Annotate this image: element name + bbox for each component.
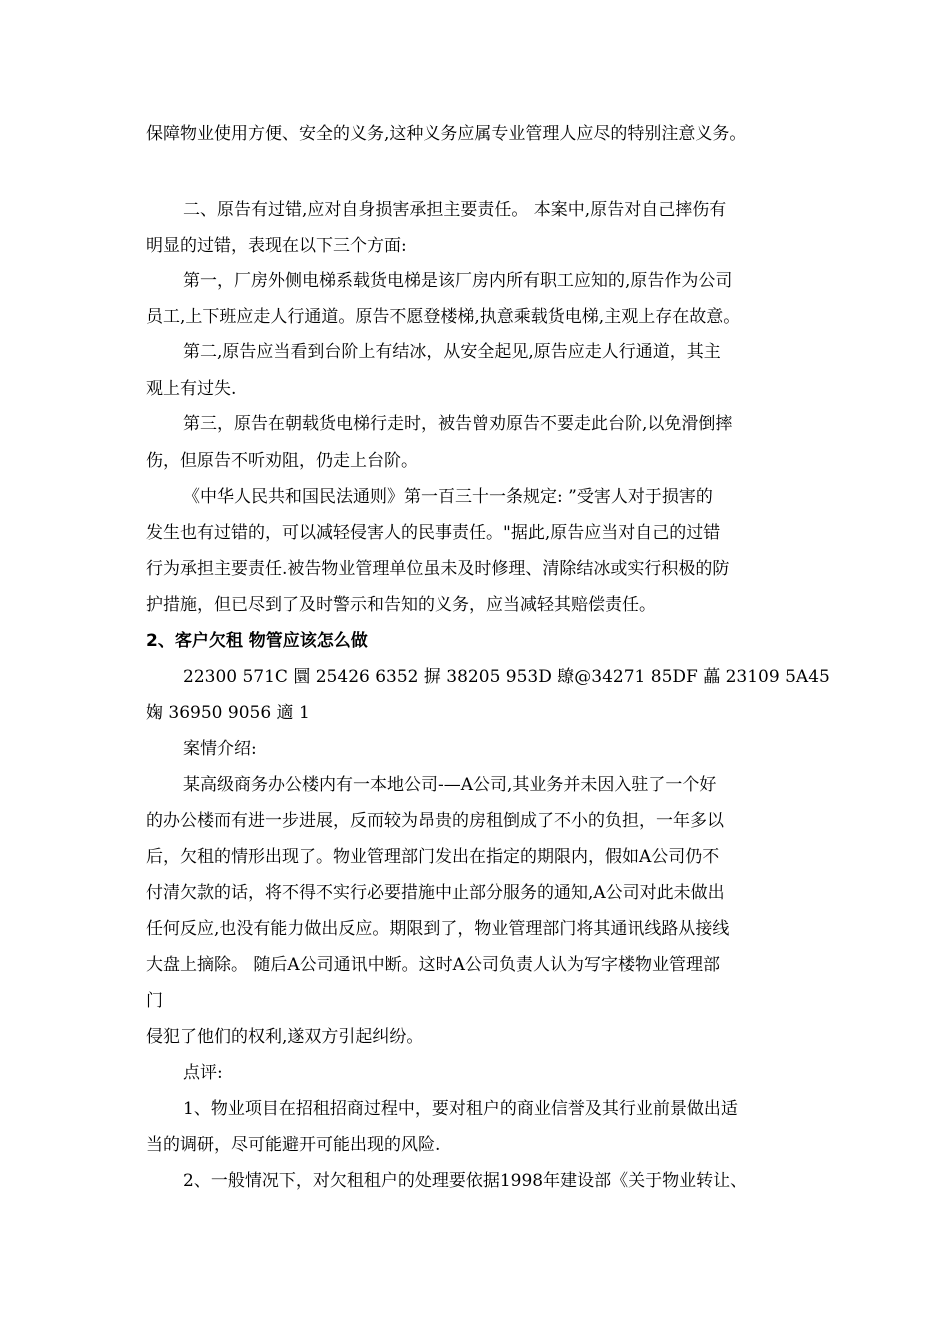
code-line: 婅 36950 9056 適 1 <box>146 703 310 723</box>
paragraph-line: 第一，厂房外侧电梯系载货电梯是该厂房内所有职工应知的,原告作为公司 <box>183 271 733 291</box>
paragraph-line: 任何反应,也没有能力做出反应。期限到了，物业管理部门将其通讯线路从接线 <box>146 919 730 939</box>
paragraph-line: 第二,原告应当看到台阶上有结冰，从安全起见,原告应走人行通道，其主 <box>183 342 721 362</box>
paragraph-line: 的办公楼而有进一步进展，反而较为昂贵的房租倒成了不小的负担，一年多以 <box>146 811 724 831</box>
paragraph-line: 门 <box>146 991 163 1011</box>
paragraph-line: 1、物业项目在招租招商过程中，要对租户的商业信誉及其行业前景做出适 <box>183 1099 738 1119</box>
paragraph-line: 2、一般情况下，对欠租租户的处理要依据1998年建设部《关于物业转让、 <box>183 1171 748 1191</box>
paragraph-line: 侵犯了他们的权利,遂双方引起纠纷。 <box>146 1027 424 1047</box>
paragraph-line: 发生也有过错的，可以减轻侵害人的民事责任。"据此,原告应当对自己的过错 <box>146 523 721 543</box>
paragraph-line: 后，欠租的情形出现了。物业管理部门发出在指定的期限内，假如A公司仍不 <box>146 847 720 867</box>
paragraph-line: 某高级商务办公楼内有一本地公司-—A公司,其业务并未因入驻了一个好 <box>183 775 717 795</box>
paragraph-line: 观上有过失. <box>146 379 237 399</box>
paragraph-line: 二、原告有过错,应对自身损害承担主要责任。 本案中,原告对自己摔伤有 <box>183 200 727 220</box>
subheading: 点评: <box>183 1063 223 1083</box>
paragraph-line: 保障物业使用方便、安全的义务,这种义务应属专业管理人应尽的特别注意义务。 <box>146 124 747 144</box>
paragraph-line: 明显的过错，表现在以下三个方面: <box>146 236 407 256</box>
paragraph-line: 当的调研，尽可能避开可能出现的风险. <box>146 1135 441 1155</box>
paragraph-line: 大盘上摘除。 随后A公司通讯中断。这时A公司负责人认为写字楼物业管理部 <box>146 955 720 975</box>
paragraph-line: 《中华人民共和国民法通则》第一百三十一条规定: ”受害人对于损害的 <box>183 487 713 507</box>
paragraph-line: 护措施，但已尽到了及时警示和告知的义务，应当减轻其赔偿责任。 <box>146 595 656 615</box>
code-line: 22300 571C 圜 25426 6352 摒 38205 953D 镽@34271 85DF 藟 23109 5A45 <box>183 667 830 687</box>
paragraph-line: 第三，原告在朝载货电梯行走时，被告曾劝原告不要走此台阶,以免滑倒摔 <box>183 414 733 434</box>
paragraph-line: 行为承担主要责任.被告物业管理单位虽未及时修理、清除结冰或实行积极的防 <box>146 559 730 579</box>
paragraph-line: 员工,上下班应走人行通道。原告不愿登楼梯,执意乘载货电梯,主观上存在故意。 <box>146 307 741 327</box>
paragraph-line: 伤，但原告不听劝阻，仍走上台阶。 <box>146 451 418 471</box>
section-heading: 2、客户欠租 物管应该怎么做 <box>146 631 368 651</box>
paragraph-line: 付清欠款的话，将不得不实行必要措施中止部分服务的通知,A公司对此未做出 <box>146 883 725 903</box>
subheading: 案情介绍: <box>183 739 257 759</box>
